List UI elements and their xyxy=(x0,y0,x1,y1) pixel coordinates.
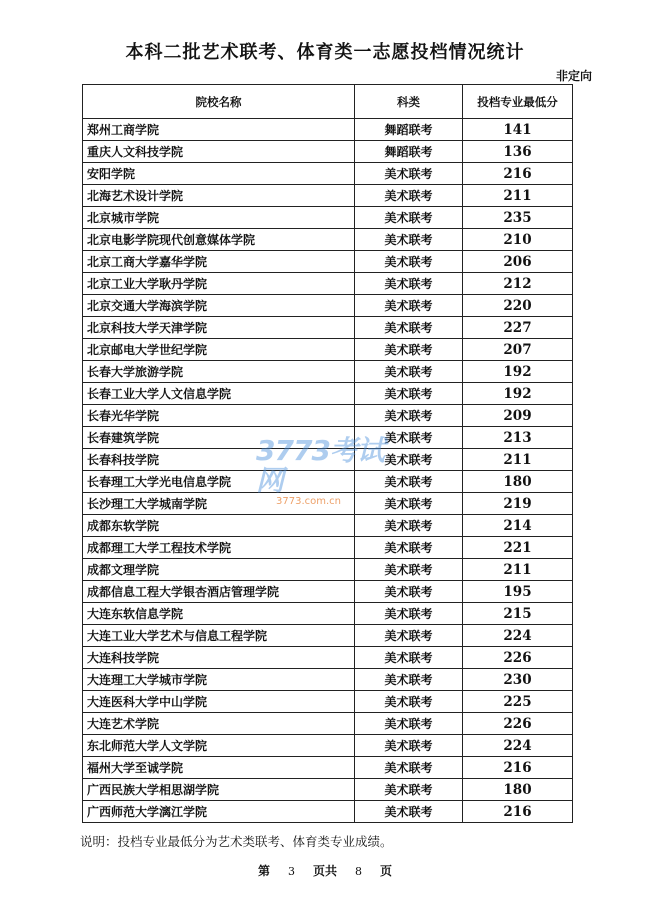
school-name-cell: 大连科技学院 xyxy=(83,647,355,669)
page-footer xyxy=(0,862,650,879)
table-row xyxy=(83,779,573,801)
table-row xyxy=(83,295,573,317)
table-row xyxy=(83,735,573,757)
footer-mid: 页共 xyxy=(312,864,337,878)
school-name-cell: 长沙理工大学城南学院 xyxy=(83,493,355,515)
category-cell: 美术联考 xyxy=(355,185,463,207)
category-cell: 美术联考 xyxy=(355,207,463,229)
school-name-cell: 大连工业大学艺术与信息工程学院 xyxy=(83,625,355,647)
school-name-cell: 大连理工大学城市学院 xyxy=(83,669,355,691)
min-score-cell: 211 xyxy=(463,449,573,471)
page-title: 本科二批艺术联考、体育类一志愿投档情况统计 xyxy=(125,42,525,63)
min-score-cell: 210 xyxy=(463,229,573,251)
school-name-cell: 北京科技大学天津学院 xyxy=(83,317,355,339)
min-score-cell: 219 xyxy=(463,493,573,515)
min-score-cell: 209 xyxy=(463,405,573,427)
table-row xyxy=(83,207,573,229)
table-row xyxy=(83,515,573,537)
category-cell: 美术联考 xyxy=(355,603,463,625)
table-row xyxy=(83,141,573,163)
school-name-cell: 长春光华学院 xyxy=(83,405,355,427)
category-cell: 美术联考 xyxy=(355,361,463,383)
category-cell: 美术联考 xyxy=(355,383,463,405)
min-score-cell: 192 xyxy=(463,361,573,383)
category-cell: 美术联考 xyxy=(355,625,463,647)
explanation-note: 说明：投档专业最低分为艺术类联考、体育类专业成绩。 xyxy=(80,834,393,849)
category-cell: 美术联考 xyxy=(355,713,463,735)
table-row xyxy=(83,559,573,581)
table-row xyxy=(83,603,573,625)
category-cell: 美术联考 xyxy=(355,559,463,581)
category-cell: 美术联考 xyxy=(355,427,463,449)
category-cell: 美术联考 xyxy=(355,251,463,273)
min-score-cell: 141 xyxy=(463,119,573,141)
admission-table xyxy=(82,84,573,823)
category-cell: 美术联考 xyxy=(355,581,463,603)
category-cell: 美术联考 xyxy=(355,515,463,537)
min-score-cell: 215 xyxy=(463,603,573,625)
table-row xyxy=(83,713,573,735)
min-score-cell: 216 xyxy=(463,801,573,823)
table-row xyxy=(83,427,573,449)
school-name-cell: 北海艺术设计学院 xyxy=(83,185,355,207)
header-score: 投档专业最低分 xyxy=(463,85,573,119)
min-score-cell: 207 xyxy=(463,339,573,361)
category-cell: 美术联考 xyxy=(355,735,463,757)
category-cell: 美术联考 xyxy=(355,339,463,361)
category-cell: 美术联考 xyxy=(355,471,463,493)
min-score-cell: 136 xyxy=(463,141,573,163)
table-row xyxy=(83,691,573,713)
table-row xyxy=(83,647,573,669)
footer-page-number: 3 xyxy=(287,865,295,878)
min-score-cell: 235 xyxy=(463,207,573,229)
min-score-cell: 225 xyxy=(463,691,573,713)
school-name-cell: 北京电影学院现代创意媒体学院 xyxy=(83,229,355,251)
table-row xyxy=(83,229,573,251)
category-cell: 美术联考 xyxy=(355,405,463,427)
school-name-cell: 长春大学旅游学院 xyxy=(83,361,355,383)
table-row xyxy=(83,449,573,471)
table-row xyxy=(83,669,573,691)
category-cell: 美术联考 xyxy=(355,493,463,515)
category-cell: 美术联考 xyxy=(355,757,463,779)
category-cell: 美术联考 xyxy=(355,537,463,559)
category-cell: 美术联考 xyxy=(355,691,463,713)
school-name-cell: 大连东软信息学院 xyxy=(83,603,355,625)
school-name-cell: 大连医科大学中山学院 xyxy=(83,691,355,713)
min-score-cell: 226 xyxy=(463,647,573,669)
table-row xyxy=(83,339,573,361)
watermark-logo-text: 3773考试网 xyxy=(256,434,384,497)
category-cell: 美术联考 xyxy=(355,317,463,339)
min-score-cell: 227 xyxy=(463,317,573,339)
min-score-cell: 216 xyxy=(463,163,573,185)
category-cell: 美术联考 xyxy=(355,669,463,691)
school-name-cell: 长春科技学院 xyxy=(83,449,355,471)
school-name-cell: 成都东软学院 xyxy=(83,515,355,537)
footer-total-pages: 8 xyxy=(355,865,362,878)
school-name-cell: 大连艺术学院 xyxy=(83,713,355,735)
school-name-cell: 福州大学至诚学院 xyxy=(83,757,355,779)
header-school: 院校名称 xyxy=(83,85,355,119)
table-row xyxy=(83,361,573,383)
table-row xyxy=(83,801,573,823)
min-score-cell: 180 xyxy=(463,471,573,493)
header-category: 科类 xyxy=(355,85,463,119)
school-name-cell: 长春理工大学光电信息学院 xyxy=(83,471,355,493)
category-cell: 美术联考 xyxy=(355,229,463,251)
school-name-cell: 安阳学院 xyxy=(83,163,355,185)
table-body xyxy=(83,119,573,823)
school-name-cell: 长春建筑学院 xyxy=(83,427,355,449)
table-row xyxy=(83,625,573,647)
school-name-cell: 广西师范大学漓江学院 xyxy=(83,801,355,823)
category-cell: 舞蹈联考 xyxy=(355,141,463,163)
school-name-cell: 北京城市学院 xyxy=(83,207,355,229)
school-name-cell: 北京工商大学嘉华学院 xyxy=(83,251,355,273)
footer-prefix: 第 xyxy=(257,864,270,878)
min-score-cell: 226 xyxy=(463,713,573,735)
table-row xyxy=(83,405,573,427)
min-score-cell: 212 xyxy=(463,273,573,295)
school-name-cell: 北京工业大学耿丹学院 xyxy=(83,273,355,295)
table-row xyxy=(83,119,573,141)
table-row xyxy=(83,317,573,339)
min-score-cell: 192 xyxy=(463,383,573,405)
min-score-cell: 180 xyxy=(463,779,573,801)
table-row xyxy=(83,163,573,185)
school-name-cell: 重庆人文科技学院 xyxy=(83,141,355,163)
school-name-cell: 广西民族大学相思湖学院 xyxy=(83,779,355,801)
table-row xyxy=(83,383,573,405)
min-score-cell: 221 xyxy=(463,537,573,559)
min-score-cell: 211 xyxy=(463,185,573,207)
category-cell: 美术联考 xyxy=(355,647,463,669)
category-cell: 舞蹈联考 xyxy=(355,119,463,141)
school-name-cell: 北京交通大学海滨学院 xyxy=(83,295,355,317)
category-cell: 美术联考 xyxy=(355,801,463,823)
min-score-cell: 220 xyxy=(463,295,573,317)
min-score-cell: 216 xyxy=(463,757,573,779)
school-name-cell: 成都信息工程大学银杏酒店管理学院 xyxy=(83,581,355,603)
school-name-cell: 东北师范大学人文学院 xyxy=(83,735,355,757)
table-row xyxy=(83,493,573,515)
school-name-cell: 北京邮电大学世纪学院 xyxy=(83,339,355,361)
table-row xyxy=(83,251,573,273)
table-row xyxy=(83,537,573,559)
school-name-cell: 成都理工大学工程技术学院 xyxy=(83,537,355,559)
school-name-cell: 长春工业大学人文信息学院 xyxy=(83,383,355,405)
watermark-url-text: 3773.com.cn xyxy=(276,496,341,507)
min-score-cell: 211 xyxy=(463,559,573,581)
min-score-cell: 230 xyxy=(463,669,573,691)
table-row xyxy=(83,581,573,603)
min-score-cell: 213 xyxy=(463,427,573,449)
min-score-cell: 195 xyxy=(463,581,573,603)
category-cell: 美术联考 xyxy=(355,273,463,295)
min-score-cell: 206 xyxy=(463,251,573,273)
school-name-cell: 郑州工商学院 xyxy=(83,119,355,141)
category-cell: 美术联考 xyxy=(355,295,463,317)
min-score-cell: 224 xyxy=(463,625,573,647)
table-row xyxy=(83,273,573,295)
min-score-cell: 214 xyxy=(463,515,573,537)
category-cell: 美术联考 xyxy=(355,449,463,471)
table-row xyxy=(83,471,573,493)
table-row xyxy=(83,185,573,207)
category-cell: 美术联考 xyxy=(355,163,463,185)
min-score-cell: 224 xyxy=(463,735,573,757)
subtitle-non-directed: 非定向 xyxy=(555,69,592,83)
category-cell: 美术联考 xyxy=(355,779,463,801)
footer-suffix: 页 xyxy=(380,864,393,878)
table-row xyxy=(83,757,573,779)
table-header-row xyxy=(83,85,573,119)
school-name-cell: 成都文理学院 xyxy=(83,559,355,581)
